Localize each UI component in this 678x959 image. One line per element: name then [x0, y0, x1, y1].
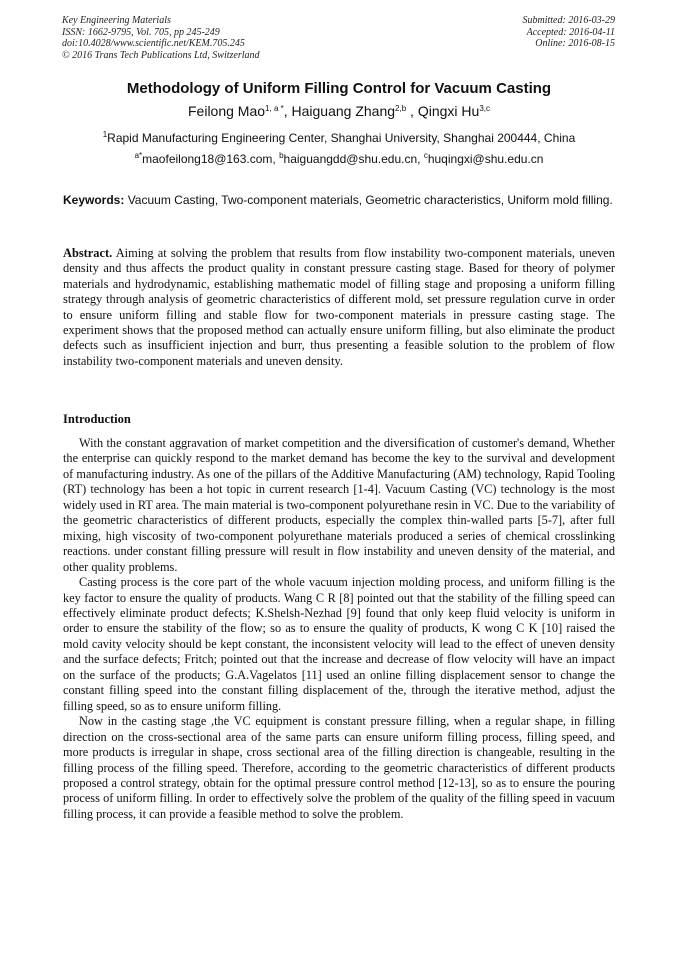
email-sup: a*	[134, 151, 143, 160]
author-sep: ,	[406, 103, 418, 119]
abstract-label: Abstract.	[63, 246, 113, 260]
author-name: Qingxi Hu	[417, 103, 480, 119]
date-accepted: Accepted: 2016-04-11	[526, 26, 615, 38]
journal-issn: ISSN: 1662-9795, Vol. 705, pp 245-249	[62, 26, 220, 38]
email-sup: b	[279, 151, 284, 160]
email-sup: c	[423, 151, 428, 160]
date-online: Online: 2016-08-15	[535, 38, 615, 49]
body-paragraph: With the constant aggravation of market competition and the diversification of customer's demand, Whether the enterprise can quickly respond to the market demand has become the key to the survival and development of manufacturing industry. As one of the pillars of the Additive Manufacturing (AM) technology, Rapid Tooling (RT) technology has been a hot topic in current research [1-4]. Vacuum Casting (VC) technology is the most widely used in RT area. The main material is two-component polyurethane resin in VC. Due to the variability of the geometric characteristics of different products, especially the complex thin-walled parts [5-7], after full mixing, high viscosity of two-component polyurethane materials produced a series of chemical crosslinking reactions. under constant filling pressure will result in flow instability and uneven density of the material, and other quality problems.	[63, 436, 615, 574]
email-link[interactable]: haiguangdd@shu.edu.cn	[283, 152, 418, 166]
paper-title: Methodology of Uniform Filling Control for Vacuum Casting	[126, 80, 552, 97]
affiliation-text: Rapid Manufacturing Engineering Center, Shanghai University, Shanghai 200444, China	[107, 131, 576, 145]
abstract-text: Aiming at solving the problem that results from flow instability two-component materials, uneven density and thus affects the product quality in constant pressure casting stage. Based for theory of polymer materials and hydrodynamic, establishing mathematic model of filling stage and proposing a uniform filling strategy through analysis of geometric characteristics of different mold, set pressure regulation curve in order to ensure uniform filling and stable flow for two-component materials in pressure casting stage. The experiment shows that the proposed method can actually ensure uniform filling, but also eliminate the product defects such as insufficient injection and burr, thus presenting a feasible solution to the problem of flow instability two-component materials and uneven density.	[63, 246, 615, 368]
author-sup: 2,b	[395, 104, 407, 113]
affiliation-sup: 1	[102, 130, 108, 139]
author-sep: ,	[283, 103, 292, 119]
date-submitted: Submitted: 2016-03-29	[522, 15, 615, 26]
journal-header	[62, 15, 260, 61]
affiliation	[0, 131, 678, 145]
body-paragraph: Casting process is the core part of the whole vacuum injection molding process, and uniform filling is the key factor to ensure the quality of products. Wang C R [8] pointed out that the stability of the filling speed can effectively eliminate product defects; K.Shelsh-Nezhad [9] found that only keep fluid velocity is uniform in order to ensure the stability of the flow; so as to ensure the quality of products, K wong C K [10] raised the mold cavity velocity should be kept constant, the inconsistent velocity will lead to the effect of uneven density and the surface defects; Fritch; pointed out that the increase and decrease of flow velocity will have an impact on the surface of the products; G.A.Vagelatos [11] used an online filling displacement sensor to change the constant filling speed into the constant filling displacement of the, through the iterative method, adjust the filling speed, so as to ensure uniform filling.	[63, 575, 615, 713]
journal-copyright: © 2016 Trans Tech Publications Ltd, Switzerland	[62, 49, 260, 61]
email-link[interactable]: maofeilong18@163.com	[142, 152, 273, 166]
author-sup: 1, a *	[265, 104, 284, 113]
section-heading-introduction: Introduction	[63, 412, 131, 426]
email-link[interactable]: huqingxi@shu.edu.cn	[427, 152, 544, 166]
keywords-label: Keywords:	[63, 193, 125, 207]
keywords-text: Vacuum Casting, Two-component materials, Geometric characteristics, Uniform mold filling.	[124, 193, 613, 207]
email-sep: ,	[272, 152, 280, 166]
author-sup: 3,c	[479, 104, 490, 113]
author-list	[0, 103, 678, 119]
author-emails	[0, 152, 678, 166]
author-name: Haiguang Zhang	[291, 103, 396, 119]
journal-doi[interactable]: doi:10.4028/www.scientific.net/KEM.705.245	[62, 38, 245, 49]
body-paragraph: Now in the casting stage ,the VC equipment is constant pressure filling, when a regular shape, in filling direction on the cross-sectional area of the same parts can ensure uniform filling process, filling speed, and more products is irregular in shape, cross sectional area of the filling direction is changeable, resulting in the filling process of the filling speed. Therefore, according to the geometric characteristics of different products proposed a control strategy, obtain for the optimal pressure control method [12-13], so as to ensure the pouring process of uniform filling. In order to effectively solve the problem of the quality of the filling speed in vacuum filling process, it can provide a feasible method to solve the problem.	[63, 714, 615, 821]
email-sep: ,	[417, 152, 424, 166]
author-name: Feilong Mao	[188, 103, 266, 119]
introduction-body	[63, 436, 615, 822]
journal-name: Key Engineering Materials	[62, 15, 171, 26]
keywords-block	[63, 193, 615, 208]
abstract-block	[63, 246, 615, 369]
submission-dates	[523, 15, 616, 50]
